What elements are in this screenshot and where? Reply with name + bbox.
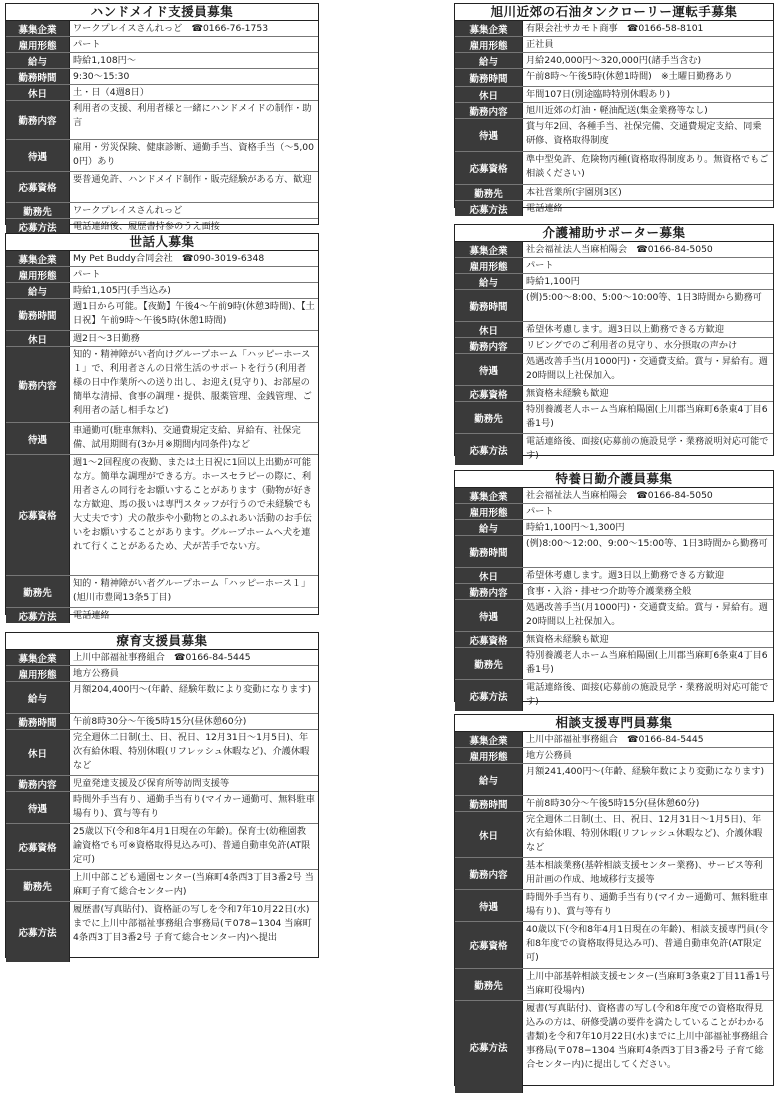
row-value: 社会福祉法人当麻柏陽会 ☎0166-84-5050 — [526, 490, 713, 501]
row-value: 週1日から可能。【夜勤】午後4〜午前9時(休憩3時間)、【土日祝】午前9時〜午後5時(休憩1時間) — [73, 301, 315, 326]
row-label: 勤務内容 — [455, 858, 523, 889]
row-label: 給与 — [6, 682, 70, 713]
row-label: 雇用形態 — [6, 267, 70, 282]
job-ad-day-care-worker — [454, 470, 774, 707]
row-label: 応募方法 — [455, 680, 523, 711]
row-label: 勤務時間 — [6, 69, 70, 84]
row-label: 応募資格 — [6, 455, 70, 575]
row-label: 応募資格 — [455, 386, 523, 401]
row-value: 特別養護老人ホーム当麻柏陽園(上川郡当麻町6条東4丁目6番1号) — [526, 650, 768, 675]
row-value: 知的・精神障がい者向けグループホーム「ハッピーホース１」で、利用者さんの日常生活のサポートを行う(利用者様の日中作業所への送り出し、お迎え(見守り)、お部屋の簡単な清掃、食事の調理・提供、服薬管理、金銭管理、ご利用者の話し相手など) — [73, 349, 312, 416]
row-value: 旭川近郊の灯油・軽油配送(集金業務等なし) — [526, 105, 708, 116]
ad-table — [6, 251, 318, 623]
row-value: 希望休考慮します。週3日以上勤務できる方歓迎 — [526, 324, 725, 335]
row-label: 応募方法 — [455, 434, 523, 465]
row-label: 待遇 — [455, 600, 523, 631]
job-ad-tank-lorry-driver — [454, 3, 774, 216]
row-label: 応募方法 — [455, 201, 523, 216]
row-value: パート — [73, 39, 101, 50]
row-label: 待遇 — [455, 119, 523, 151]
row-label: 勤務先 — [455, 402, 523, 433]
ad-table — [455, 242, 773, 465]
row-label: 休日 — [6, 85, 70, 100]
row-value: 月額241,400円〜(年齢、経験年数により変動になります) — [526, 766, 765, 777]
row-label: 勤務内容 — [455, 103, 523, 118]
row-label: 給与 — [6, 283, 70, 298]
row-label: 応募方法 — [6, 608, 70, 623]
row-value: ワークプレイスさんれっど — [73, 205, 183, 216]
row-label: 休日 — [6, 730, 70, 775]
row-value: 電話連絡後、面接(応募前の施設見学・業務説明対応可能です) — [526, 436, 769, 461]
ad-title: 介護補助サポーター募集 — [455, 225, 773, 242]
row-value: 40歳以下(令和8年4月1日現在の年齢)、相談支援専門員(令和8年度での資格取得見込み可)、普通自動車免許(AT限定可) — [526, 924, 769, 963]
row-value: 賞与年2回、各種手当、社保完備、交通費規定支給、同乗研修、資格取得制度 — [526, 121, 762, 146]
row-value: 基本相談業務(基幹相談支援センター業務)、サービス等利用計画の作成、地域移行支援等 — [526, 860, 763, 885]
row-label: 待遇 — [455, 890, 523, 921]
row-label: 勤務先 — [455, 969, 523, 1000]
row-label: 雇用形態 — [455, 504, 523, 519]
row-label: 休日 — [455, 568, 523, 583]
row-label: 勤務先 — [6, 203, 70, 218]
row-value: 時給1,105円(手当込み) — [73, 285, 171, 296]
row-label: 雇用形態 — [455, 258, 523, 273]
row-label: 給与 — [455, 274, 523, 289]
row-value: 月給240,000円〜320,000円(諸手当含む) — [526, 55, 702, 66]
row-label: 勤務先 — [455, 185, 523, 200]
row-label: 勤務時間 — [455, 536, 523, 567]
row-value: 電話連絡 — [526, 203, 563, 214]
row-value: 上川中部こども通園センター(当麻町4条西3丁目3番2号 当麻町子育て総合センター内) — [73, 872, 314, 897]
row-label: 勤務時間 — [6, 714, 70, 729]
row-value: 午前8時〜午後5時(休憩1時間) ※土曜日勤務あり — [526, 71, 733, 82]
row-value: 完全週休二日制(土、日、祝日、12月31日〜1月5日)、年次有給休暇、特別休暇(リフレッシュ休暇など)、介護休暇など — [73, 732, 310, 771]
ad-title: 療育支援員募集 — [6, 633, 318, 650]
row-value: 履書(写真貼付)、資格書の写し(令和8年度での資格取得見込みの方は、研修受講の要件を満たしていることがわかる書類)を令和7年10月22日(水)までに上川中部福祉事務組合事務局(〒078−1304 当麻町4条西3丁目3番2号 子育て総合センター内)に提出してください。 — [526, 1003, 769, 1070]
job-ad-handmade — [5, 3, 319, 234]
row-value: 月額204,400円〜(年齢、経験年数により変動になります) — [73, 684, 312, 695]
job-ad-therapy-support — [5, 632, 319, 958]
row-value: 無資格未経験も歓迎 — [526, 388, 609, 399]
row-value: 上川中部基幹相談支援センター(当麻町3条東2丁目11番1号 当麻町役場内) — [526, 971, 770, 996]
row-label: 募集企業 — [455, 242, 523, 257]
row-label: 募集企業 — [455, 732, 523, 747]
row-label: 待遇 — [6, 140, 70, 171]
ad-table — [6, 650, 318, 962]
row-value: 食事・入浴・排せつ介助等介護業務全般 — [526, 586, 692, 597]
row-label: 休日 — [6, 331, 70, 346]
row-label: 勤務内容 — [6, 776, 70, 791]
row-value: 処遇改善手当(月1000円)・交通費支給。賞与・昇給有。週20時間以上社保加入。 — [526, 356, 768, 381]
row-value: 電話連絡後、履歴書持参のうえ面接 — [73, 221, 220, 232]
row-label: 応募資格 — [6, 824, 70, 869]
ad-title: 旭川近郊の石油タンクローリー運転手募集 — [455, 4, 773, 21]
row-value: 社会福祉法人当麻柏陽会 ☎0166-84-5050 — [526, 244, 713, 255]
row-value: 年間107日(別途臨時特別休暇あり) — [526, 89, 671, 100]
row-value: 週1〜2回程度の夜勤、または土日祝に1回以上出勤が可能な方。簡単な調理ができる方。ホースセラピーの際に、利用者さんの同行をお願いすることがあります（動物が好きな方歓迎、馬の扱いは専門スタッフが行うので未経験でも大丈夫です）犬の散歩や小動物とのふれあい活動のお手伝いをお願いすることがあります。グループホームへ犬を連れて行くことがあるため、犬が苦手でない方。 — [73, 457, 312, 552]
row-value: 有限会社サカモト商事 ☎0166-58-8101 — [526, 23, 704, 34]
row-value: 雇用・労災保険、健康診断、通勤手当、資格手当（〜5,000円）あり — [73, 142, 314, 167]
ad-table — [455, 732, 773, 1093]
row-value: 処遇改善手当(月1000円)・交通費支給。賞与・昇給有。週20時間以上社保加入。 — [526, 602, 768, 627]
row-value: 25歳以下(令和8年4月1日現在の年齢)。保育士(幼稚園教諭資格でも可※資格取得見込み可)、普通自動車免許(AT限定可) — [73, 826, 311, 865]
row-value: 車通勤可(駐車無料)、交通費規定支給、昇給有、社保完備、試用期間有(3か月※期間内同条件)など — [73, 425, 301, 450]
row-value: 上川中部福祉事務組合 ☎0166-84-5445 — [526, 734, 704, 745]
row-value: 要普通免許、ハンドメイド制作・販売経験がある方、歓迎 — [73, 174, 312, 185]
ad-table — [6, 21, 318, 234]
row-label: 応募方法 — [6, 219, 70, 234]
row-label: 休日 — [455, 322, 523, 337]
row-label: 募集企業 — [6, 21, 70, 36]
row-label: 雇用形態 — [455, 748, 523, 763]
row-value: 本社営業所(宇園別3区) — [526, 187, 622, 198]
row-label: 休日 — [455, 812, 523, 857]
row-label: 待遇 — [455, 354, 523, 385]
row-value: パート — [526, 260, 554, 271]
row-label: 募集企業 — [455, 21, 523, 36]
row-value: 準中型免許、危険物丙種(資格取得制度あり。無資格でもご相談ください) — [526, 154, 769, 179]
row-label: 募集企業 — [6, 251, 70, 266]
ad-title: 世話人募集 — [6, 234, 318, 251]
row-value: 利用者の支援、利用者様と一緒にハンドメイドの制作・助言 — [73, 103, 312, 128]
ad-table — [455, 21, 773, 216]
row-label: 勤務時間 — [455, 69, 523, 86]
row-label: 勤務内容 — [6, 101, 70, 139]
row-value: My Pet Buddy合同会社 ☎090-3019-6348 — [73, 253, 265, 264]
row-label: 勤務先 — [455, 648, 523, 679]
row-label: 募集企業 — [6, 650, 70, 665]
row-label: 給与 — [6, 53, 70, 68]
row-label: 応募資格 — [455, 922, 523, 968]
row-value: 午前8時30分〜午後5時15分(昼休憩60分) — [526, 798, 700, 809]
row-value: 無資格未経験も歓迎 — [526, 634, 609, 645]
row-label: 給与 — [455, 520, 523, 535]
row-value: ワークプレイスさんれっど ☎0166-76-1753 — [73, 23, 269, 34]
row-value: パート — [73, 269, 101, 280]
row-label: 給与 — [455, 764, 523, 795]
row-value: 地方公務員 — [526, 750, 572, 761]
row-label: 応募方法 — [6, 902, 70, 962]
row-value: (例)8:00〜12:00、9:00〜15:00等、1日3時間から勤務可 — [526, 538, 768, 549]
ad-title: 特養日勤介護員募集 — [455, 471, 773, 488]
row-value: 電話連絡 — [73, 610, 110, 621]
job-ad-care-assist-supporter — [454, 224, 774, 461]
row-label: 応募方法 — [455, 1001, 523, 1093]
row-value: 9:30〜15:30 — [73, 71, 130, 82]
row-value: 時間外手当有り、通勤手当有り(マイカー通勤可、無料駐車場有り)、賞与等有り — [73, 794, 315, 819]
ad-title: 相談支援専門員募集 — [455, 715, 773, 732]
row-label: 応募資格 — [455, 632, 523, 647]
ad-title: ハンドメイド支援員募集 — [6, 4, 318, 21]
job-ad-consultation-specialist — [454, 714, 774, 1086]
row-label: 給与 — [455, 53, 523, 68]
row-value: 時給1,108円〜 — [73, 55, 137, 66]
row-value: 特別養護老人ホーム当麻柏陽園(上川郡当麻町6条東4丁目6番1号) — [526, 404, 768, 429]
row-label: 待遇 — [6, 423, 70, 454]
row-value: 上川中部福祉事務組合 ☎0166-84-5445 — [73, 652, 251, 663]
row-value: 時給1,100円 — [526, 276, 580, 287]
row-value: 時給1,100円〜1,300円 — [526, 522, 625, 533]
row-value: 希望休考慮します。週3日以上勤務できる方歓迎 — [526, 570, 725, 581]
row-label: 勤務先 — [6, 576, 70, 607]
row-value: (例)5:00〜8:00、5:00〜10:00等、1日3時間から勤務可 — [526, 292, 762, 303]
ad-table — [455, 488, 773, 711]
row-label: 雇用形態 — [455, 37, 523, 52]
row-label: 勤務時間 — [455, 796, 523, 811]
row-label: 勤務先 — [6, 870, 70, 901]
row-label: 勤務内容 — [455, 338, 523, 353]
row-label: 休日 — [455, 87, 523, 102]
row-label: 応募資格 — [455, 152, 523, 184]
row-label: 勤務時間 — [6, 299, 70, 330]
row-value: 電話連絡後、面接(応募前の施設見学・業務説明対応可能です) — [526, 682, 769, 707]
job-ad-caretaker — [5, 233, 319, 623]
row-value: リビングでのご利用者の見守り、水分摂取の声かけ — [526, 340, 738, 351]
row-label: 雇用形態 — [6, 37, 70, 52]
row-value: 児童発達支援及び保育所等訪問支援等 — [73, 778, 230, 789]
row-label: 待遇 — [6, 792, 70, 823]
row-value: 週2日〜3日勤務 — [73, 333, 140, 344]
row-label: 雇用形態 — [6, 666, 70, 681]
row-value: 土・日（4週8日） — [73, 87, 150, 98]
row-value: 知的・精神障がい者グループホーム「ハッピーホース１」(旭川市豊岡13条5丁目) — [73, 578, 311, 603]
row-value: 午前8時30分〜午後5時15分(昼休憩60分) — [73, 716, 247, 727]
row-label: 募集企業 — [455, 488, 523, 503]
row-label: 勤務時間 — [455, 290, 523, 321]
row-label: 勤務内容 — [455, 584, 523, 599]
row-value: 履歴書(写真貼付)、資格証の写しを令和7年10月22日(水)までに上川中部福祉事務組合事務局(〒078−1304 当麻町4条西3丁目3番2号 子育て総合センター内)へ提出 — [73, 904, 312, 943]
row-label: 勤務内容 — [6, 347, 70, 422]
row-value: パート — [526, 506, 554, 517]
row-value: 地方公務員 — [73, 668, 119, 679]
row-value: 完全週休二日制(土、日、祝日、12月31日〜1月5日)、年次有給休暇、特別休暇(リフレッシュ休暇など)、介護休暇など — [526, 814, 763, 853]
row-value: 正社員 — [526, 39, 554, 50]
row-label: 応募資格 — [6, 172, 70, 202]
row-value: 時間外手当有り、通勤手当有り(マイカー通勤可、無料駐車場有り)、賞与等有り — [526, 892, 768, 917]
